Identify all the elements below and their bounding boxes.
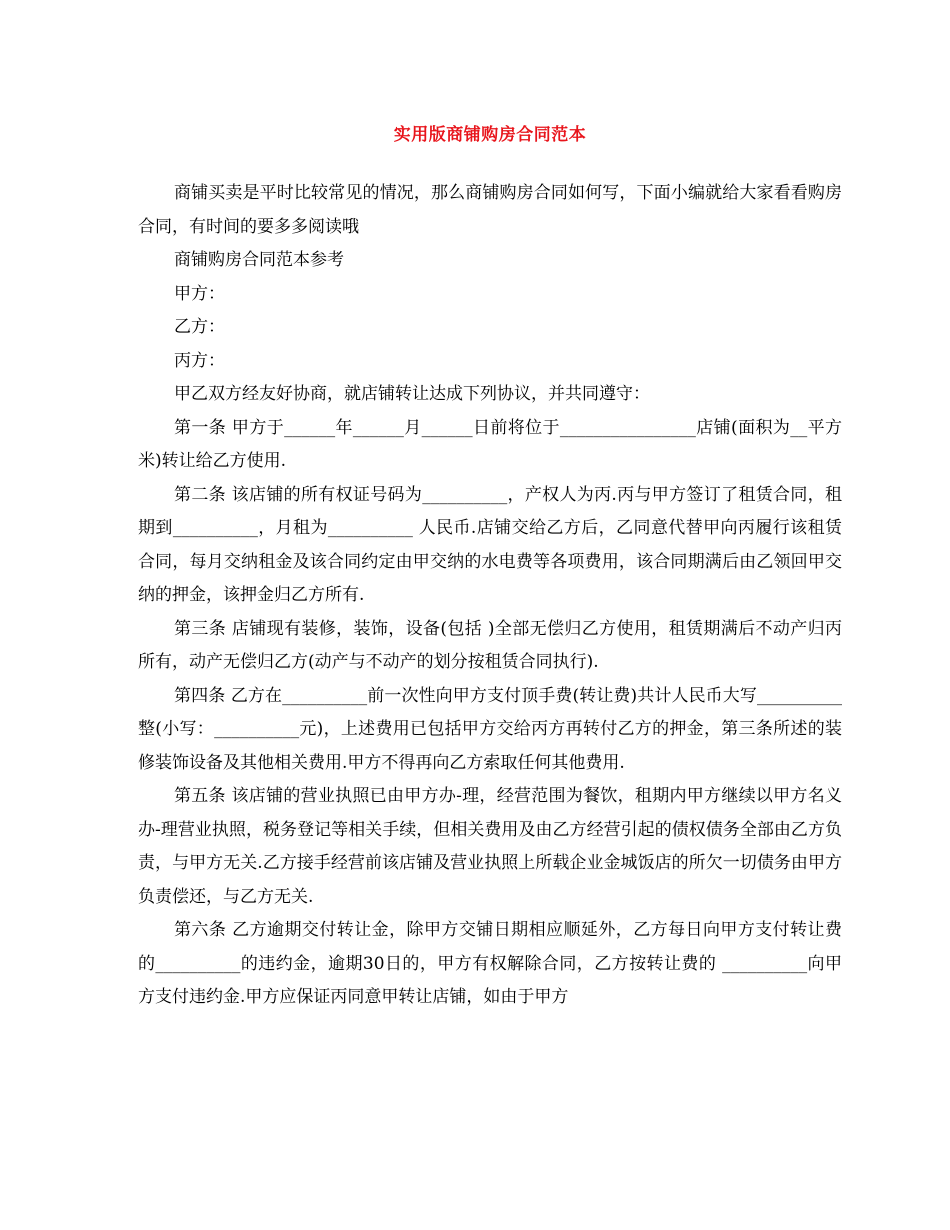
party-b-line: 乙方： (174, 317, 225, 337)
intro-paragraph: 商铺买卖是平时比较常见的情况，那么商铺购房合同如何写，下面小编就给大家看看购房合同，有时间的要多多阅读哦 (138, 183, 842, 237)
article-2: 第二条 该店铺的所有权证号码为__________，产权人为丙.丙与甲方签订了租赁合同，租期到__________，月租为__________ 人民币.店铺交给乙方后，乙同意代替甲向丙履行该租赁合同，每月交纳租金及该合同约定由甲交纳的水电费等各项费用，该合同期满后由乙领回甲交纳的押金，该押金归乙方所有. (138, 484, 842, 605)
party-c-line: 丙方： (174, 350, 225, 371)
article-1: 第一条 甲方于______年______月______日前将位于________________店铺(面积为__平方米)转让给乙方使用. (138, 417, 842, 471)
agreement-preamble: 甲乙双方经友好协商，就店铺转让达成下列协议，并共同遵守： (174, 384, 650, 404)
party-a-line: 甲方： (174, 283, 225, 304)
section-heading: 商铺购房合同范本参考 (174, 250, 344, 270)
document-title: 实用版商铺购房合同范本 (393, 125, 587, 145)
document-body (138, 177, 842, 1015)
article-5: 第五条 该店铺的营业执照已由甲方办-理，经营范围为餐饮，租期内甲方继续以甲方名义办-理营业执照，税务登记等相关手续，但相关费用及由乙方经营引起的债权债务全部由乙方负责，与甲方无关.乙方接手经营前该店铺及营业执照上所载企业金城饭店的所欠一切债务由甲方负责偿还，与乙方无关. (138, 786, 842, 907)
article-3: 第三条 店铺现有装修，装饰，设备(包括 )全部无偿归乙方使用，租赁期满后不动产归丙所有，动产无偿归乙方(动产与不动产的划分按租赁合同执行). (138, 618, 842, 672)
article-4: 第四条 乙方在__________前一次性向甲方支付顶手费(转让费)共计人民币大写__________整(小写：__________元)，上述费用已包括甲方交给丙方再转付乙方的押金，第三条所述的装修装饰设备及其他相关费用.甲方不得再向乙方索取任何其他费用. (138, 685, 842, 773)
article-6: 第六条 乙方逾期交付转让金，除甲方交铺日期相应顺延外，乙方每日向甲方支付转让费的__________的违约金，逾期30日的，甲方有权解除合同，乙方按转让费的 __________向甲方支付违约金.甲方应保证丙同意甲转让店铺，如由于甲方 (138, 920, 842, 1007)
